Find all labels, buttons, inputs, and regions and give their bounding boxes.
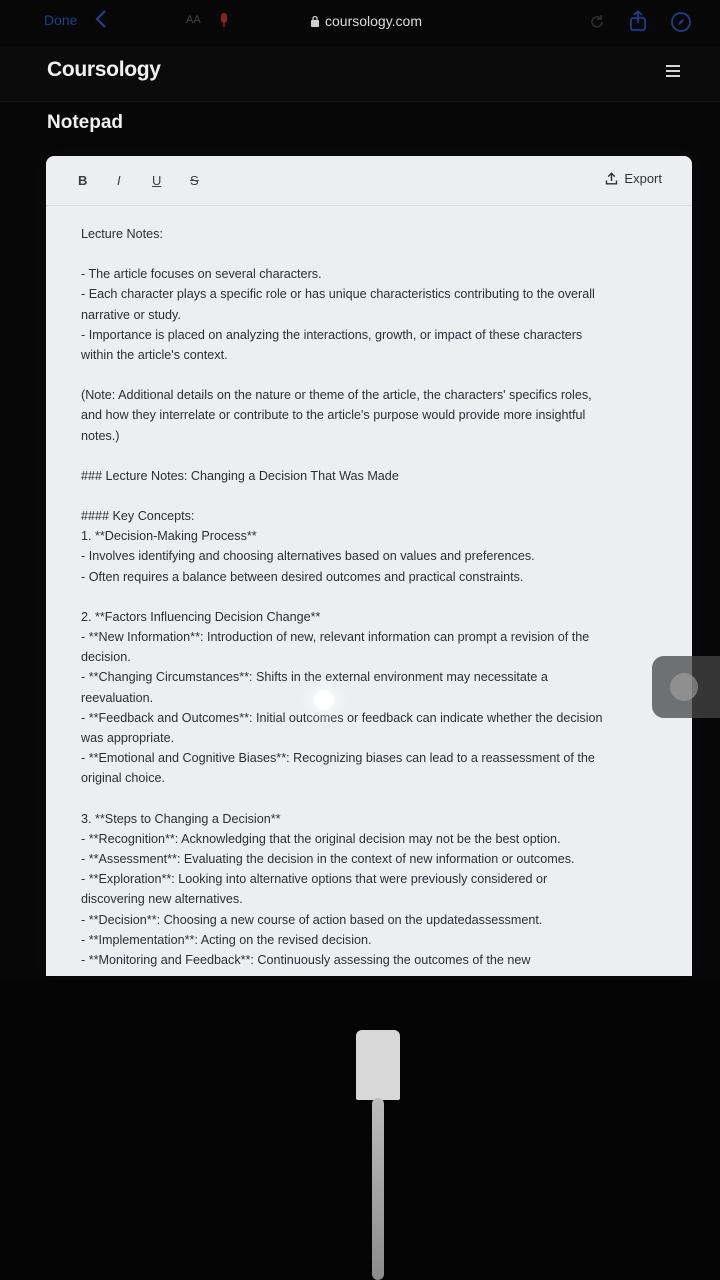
export-button[interactable] — [605, 171, 662, 186]
browser-toolbar — [0, 0, 720, 44]
blank-line — [81, 365, 658, 385]
note-line: original choice. — [81, 771, 166, 786]
charging-cable — [372, 1098, 384, 1280]
strikethrough-button[interactable]: S — [190, 173, 199, 188]
blank-line — [81, 486, 658, 506]
brand-logo[interactable]: Coursology — [47, 58, 161, 81]
note-line: notes.) — [81, 428, 120, 443]
blank-line — [81, 244, 658, 264]
assistive-touch-button[interactable] — [652, 656, 720, 718]
note-line: - Each character plays a specific role or has unique characteristics contributing to the overall — [81, 287, 595, 302]
notes-editor[interactable] — [46, 206, 692, 970]
lock-icon — [310, 15, 320, 27]
light-glare — [314, 690, 334, 710]
note-line: - **Exploration**: Looking into alternative options that were previously considered or — [81, 872, 548, 887]
note-line: and how they interrelate or contribute to the article's purpose would provide more insightful — [81, 408, 586, 423]
compass-icon[interactable] — [670, 11, 692, 33]
note-line: - **Changing Circumstances**: Shifts in the external environment may necessitate a — [81, 670, 548, 685]
page-title: Notepad — [47, 112, 123, 133]
note-line: - **Implementation**: Acting on the revised decision. — [81, 932, 372, 947]
blank-line — [81, 446, 658, 466]
note-line: Lecture Notes: — [81, 227, 163, 241]
notepad-panel — [46, 156, 692, 976]
note-line: 1. **Decision-Making Process** — [81, 529, 257, 544]
microphone-icon[interactable] — [218, 12, 230, 28]
note-line: narrative or study. — [81, 307, 181, 322]
note-line: #### Key Concepts: — [81, 509, 195, 524]
share-icon[interactable] — [628, 10, 648, 32]
note-line: - **New Information**: Introduction of new, relevant information can prompt a revision of the — [81, 630, 590, 645]
note-line: - **Decision**: Choosing a new course of action based on the updatedassessment. — [81, 912, 543, 927]
italic-button[interactable]: I — [117, 173, 121, 188]
site-header — [0, 46, 720, 102]
blank-line — [81, 789, 658, 809]
note-line: - Often requires a balance between desired outcomes and practical constraints. — [81, 569, 524, 584]
address-bar[interactable] — [310, 13, 422, 29]
note-line: discovering new alternatives. — [81, 892, 243, 907]
upload-icon — [605, 172, 618, 185]
url-text: coursology.com — [325, 13, 423, 29]
note-line: ### Lecture Notes: Changing a Decision That Was Made — [81, 468, 399, 483]
bold-button[interactable]: B — [78, 173, 88, 188]
charging-connector — [356, 1030, 400, 1100]
note-line: within the article's context. — [81, 348, 228, 363]
note-line: - **Feedback and Outcomes**: Initial outcomes or feedback can indicate whether the decision — [81, 710, 603, 725]
note-line: reevaluation. — [81, 690, 154, 705]
export-label: Export — [624, 171, 662, 186]
back-chevron-icon[interactable] — [92, 8, 110, 30]
editor-toolbar — [46, 156, 692, 206]
note-line: decision. — [81, 650, 131, 665]
text-size-button[interactable]: AA — [186, 14, 201, 26]
note-line: 2. **Factors Influencing Decision Change** — [81, 609, 321, 624]
note-line: 3. **Steps to Changing a Decision** — [81, 811, 281, 826]
note-line: - The article focuses on several characters. — [81, 267, 322, 282]
underline-button[interactable]: U — [152, 173, 162, 188]
note-line: was appropriate. — [81, 731, 175, 746]
note-line: (Note: Additional details on the nature or theme of the article, the characters' specifics roles, — [81, 388, 592, 403]
done-button[interactable]: Done — [44, 12, 78, 28]
note-line: - **Emotional and Cognitive Biases**: Recognizing biases can lead to a reassessment of the — [81, 751, 595, 766]
note-line: - **Monitoring and Feedback**: Continuously assessing the outcomes of the new — [81, 953, 531, 968]
note-line: - Importance is placed on analyzing the interactions, growth, or impact of these characters — [81, 327, 583, 342]
note-line: - **Recognition**: Acknowledging that the original decision may not be the best option. — [81, 831, 561, 846]
note-line: - **Assessment**: Evaluating the decision in the context of new information or outcomes. — [81, 852, 575, 867]
note-line: - Involves identifying and choosing alternatives based on values and preferences. — [81, 549, 535, 564]
hamburger-menu-icon[interactable] — [666, 65, 680, 79]
blank-line — [81, 587, 658, 607]
reload-icon[interactable] — [588, 13, 606, 31]
device-bezel — [0, 980, 720, 1280]
